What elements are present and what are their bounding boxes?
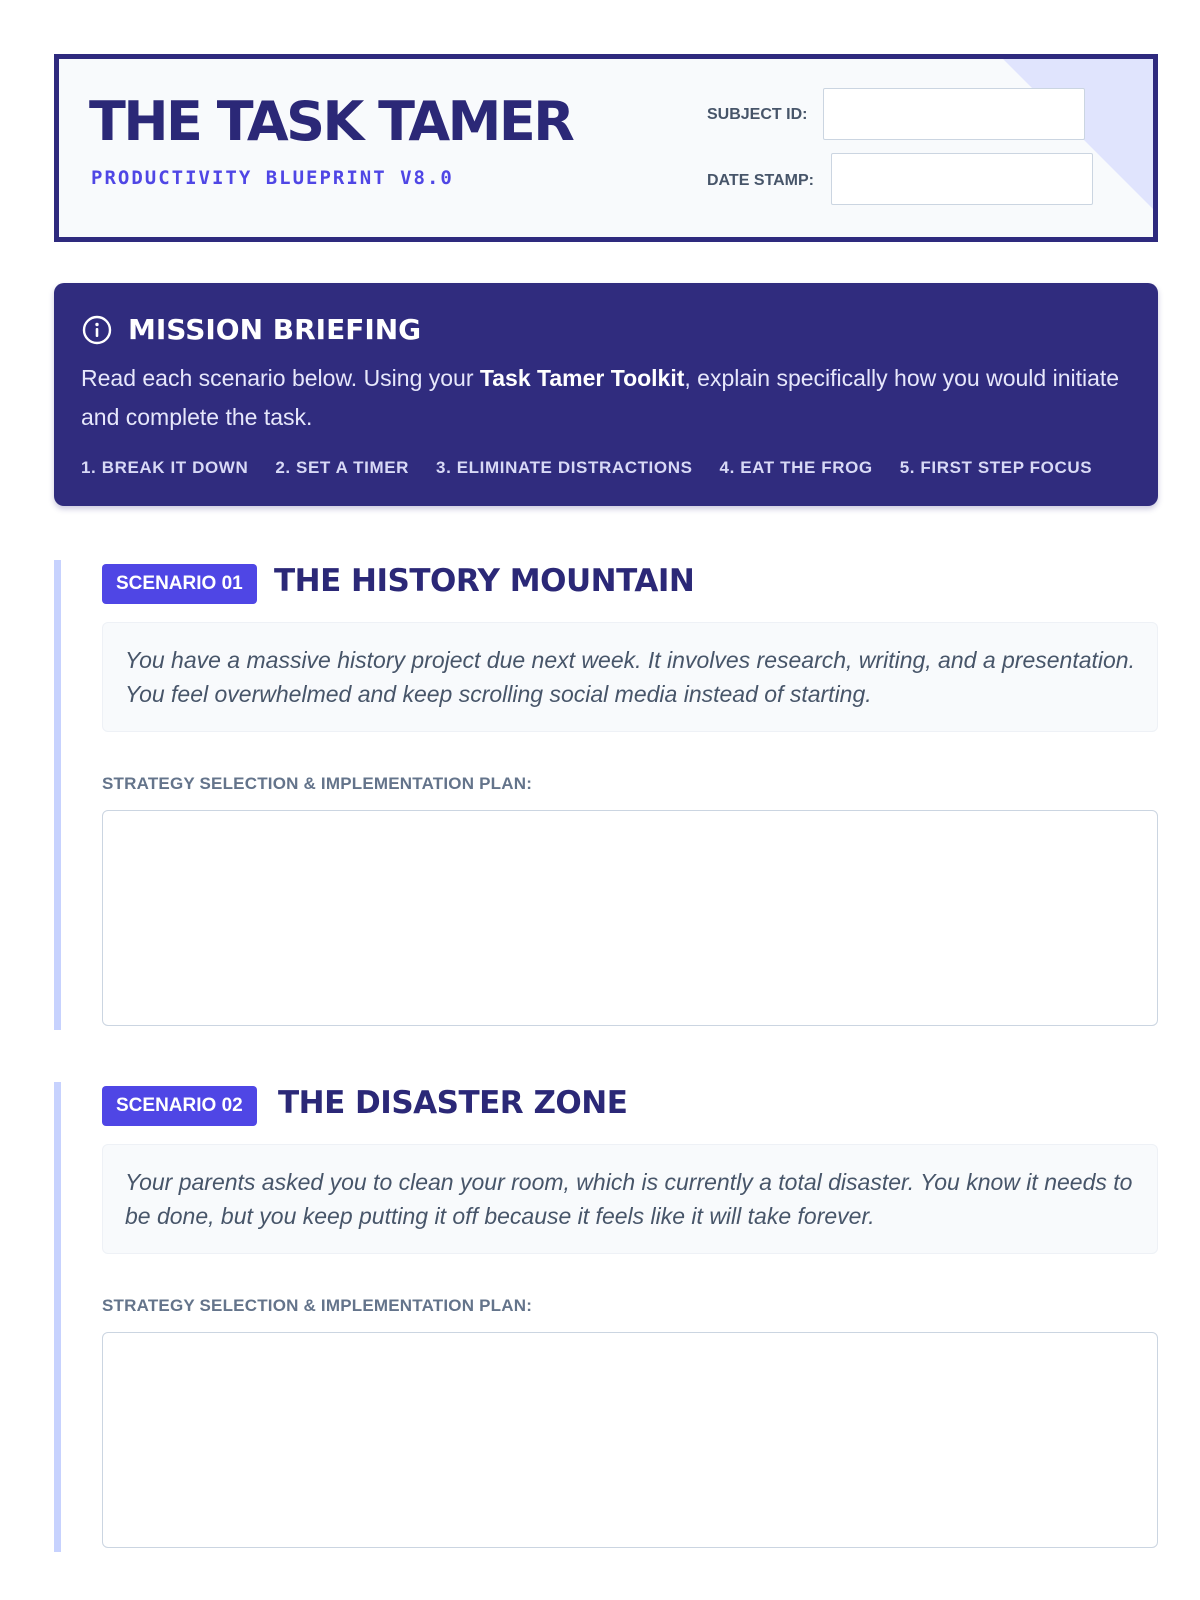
subject-id-field[interactable] xyxy=(823,88,1085,140)
scenario-card-01 xyxy=(54,560,1158,1030)
step-first-step-focus: 5. FIRST STEP FOCUS xyxy=(899,458,1093,477)
step-eat-the-frog: 4. EAT THE FROG xyxy=(719,458,873,477)
date-stamp-field[interactable] xyxy=(831,153,1093,205)
mission-briefing-panel xyxy=(54,283,1158,506)
scenario-rail xyxy=(54,1082,61,1552)
plan-answer-box[interactable] xyxy=(102,1332,1158,1548)
info-icon xyxy=(82,315,112,345)
scenario-rail xyxy=(54,560,61,1030)
toolkit-steps xyxy=(81,458,1092,478)
scenario-description: Your parents asked you to clean your room, which is currently a total disaster. You know it needs to be done, but you keep putting it off because it feels like it will take forever. xyxy=(102,1144,1158,1254)
scenario-title: THE HISTORY MOUNTAIN xyxy=(274,563,695,599)
worksheet-subtitle: PRODUCTIVITY BLUEPRINT V8.0 xyxy=(91,167,454,189)
scenario-description: You have a massive history project due next week. It involves research, writing, and a presentation. You feel overwhelmed and keep scrolling social media instead of starting. xyxy=(102,622,1158,732)
step-break-it-down: 1. BREAK IT DOWN xyxy=(81,458,249,477)
scenario-badge: SCENARIO 01 xyxy=(102,564,257,604)
date-stamp-label: DATE STAMP: xyxy=(707,172,814,189)
plan-answer-box[interactable] xyxy=(102,810,1158,1026)
plan-label: STRATEGY SELECTION & IMPLEMENTATION PLAN: xyxy=(102,1296,533,1315)
worksheet-title: THE TASK TAMER xyxy=(89,90,573,153)
plan-label: STRATEGY SELECTION & IMPLEMENTATION PLAN: xyxy=(102,774,533,793)
scenario-card-02 xyxy=(54,1082,1158,1552)
scenario-badge: SCENARIO 02 xyxy=(102,1086,257,1126)
subject-id-label: SUBJECT ID: xyxy=(707,106,808,123)
briefing-title: MISSION BRIEFING xyxy=(128,313,422,346)
briefing-text: Read each scenario below. Using your Task Tamer Toolkit, explain specifically how you would initiate and complete the task. xyxy=(81,365,1120,430)
toolkit-emphasis: Task Tamer Toolkit xyxy=(479,365,685,391)
step-eliminate-distractions: 3. ELIMINATE DISTRACTIONS xyxy=(436,458,693,477)
worksheet-header xyxy=(54,54,1158,242)
step-set-a-timer: 2. SET A TIMER xyxy=(275,458,410,477)
scenario-title: THE DISASTER ZONE xyxy=(278,1085,628,1121)
